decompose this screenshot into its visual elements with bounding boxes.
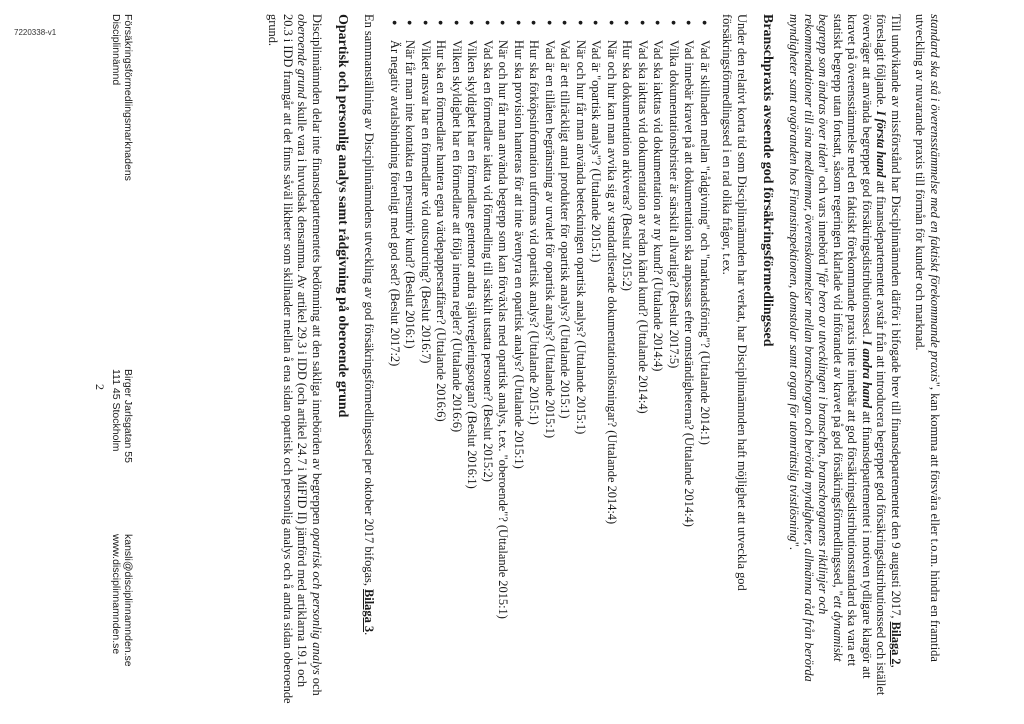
list-item: ● Hur ska en förmedlare hantera egna värdepappersaffärer? (Uttalande 2016:6) [433, 40, 449, 704]
paragraph-opartisk-analys: Disciplinnämnden delar inte finansdepartementets bedömning att den sakliga innebörden av begreppen opartisk och personlig analys och oberoende grund skulle vara i huvudsak densamma. Av artikel 29.3 i IDD (och artikel 24.7 i MiFID II) jämförd med artiklarna 19.1 och 20.3 i IDD framgår att det finns såväl likheter som skillnader mellan å ena sidan opartisk och personlig analys och å andra sidan oberoende grund. [266, 14, 324, 704]
list-item: ● Vad ska iakttas vid dokumentation av redan känd kund? (Uttalande 2014:4) [635, 40, 651, 704]
list-item: ● Hur ska provision hanteras för att inte äventyra en opartisk analys? (Uttalande 2015:1) [511, 40, 527, 704]
footer-contact [110, 534, 134, 667]
rotated-document-page [82, 14, 942, 704]
paragraph-branschpraxis-intro: Under den relativt korta tid som Disciplinnämnden har verkat, har Disciplinnämnden haft möjlighet att utveckla god försäkringsförmedlingssed i en rad olika frågor, t.ex. [720, 14, 749, 591]
italic-quote: standard ska stå i överensstämmelse med en faktiskt förekommande praxis [928, 14, 942, 382]
list-item: ● Hur ska förköpsinformation utformas vid opartisk analys? (Uttalande 2015:1) [526, 40, 542, 704]
paragraph-summary: En sammanställning av Disciplinnämndens utveckling av god försäkringsförmedlingssed per oktober 2017 bifogas, Bilaga 3. [362, 14, 377, 636]
list-item: ● Vilken skyldighet har en förmedlare gentemot andra självregleringsorgan? (Beslut 2016:1) [464, 40, 480, 704]
footer-address: Birger Jarlsgatan 55 111 45 Stockholm [110, 369, 134, 463]
page-number: 2 [93, 384, 107, 390]
list-item: ● Vilket ansvar har en förmedlare vid outsourcing? (Beslut 2016:7) [418, 40, 434, 704]
document-id: 7220338-v1 [14, 28, 57, 37]
list-item: ● Vad är skillnaden mellan "rådgivning" och "marknadsföring"? (Uttalande 2014:1) [697, 40, 713, 704]
list-item: ● Vad innebär kravet på att dokumentation ska anpassas efter omständigheterna? (Uttalande 2014:4) [681, 40, 697, 704]
list-item: ● När och hur får man använda beteckningen opartisk analys? (Uttalande 2015:1) [573, 40, 589, 704]
list-item: ● När får man inte kontakta en presumtiv kund? (Beslut 2016:1) [402, 40, 418, 704]
attachment-link-bilaga-3[interactable]: Bilaga 3 [362, 589, 377, 633]
list-item: ● Vad är ett tillräckligt antal produkter för opartisk analys? (Uttalande 2015:1) [557, 40, 573, 704]
footer-email-link[interactable]: kansli@disciplinnamnden.se [122, 534, 134, 667]
list-item: ● Är negativ avtalsbindning förenligt med god sed? (Beslut 2017:2) [387, 40, 403, 704]
footer-organization: Försäkringsförmedlingsmarknadens Disciplinnämnd [110, 14, 134, 181]
footer-website-link[interactable]: www.disciplinnamnden.se [110, 534, 122, 655]
list-item: ● Vad är en tillåten begränsning av urvalet för opartisk analys? (Uttalande 2015:1) [542, 40, 558, 704]
list-item: ● Vad ska en förmedlare iaktta vid förmedling till särskilt utsatta personer? (Beslut 2015:2) [480, 40, 496, 704]
list-item: ● När och hur får man använda begrepp som kan förväxlas med opartisk analys, t.ex. "oberoende"? (Uttalande 2015:1) [495, 40, 511, 704]
attachment-link-bilaga-2[interactable]: Bilaga 2 [889, 621, 903, 665]
paragraph-intro-continuation: standard ska stå i överensstämmelse med en faktiskt förekommande praxis", kan komma att försvåra eller t.o.m. hindra en framtida utveckling av nuvarande praxis till förmån för kunder och marknad. [913, 14, 942, 662]
list-item: ● Vad ska iakttas vid dokumentation av ny kund? (Uttalande 2014:4) [650, 40, 666, 704]
list-item: ● Hur ska dokumentation arkiveras? (Beslut 2015:2) [619, 40, 635, 704]
list-item: ● Vilken skyldighet har en förmedlare att följa interna regler? (Uttalande 2016:6) [449, 40, 465, 704]
list-item: ● Vad är "opartisk analys"? (Uttalande 2015:1) [588, 40, 604, 704]
section-heading-branschpraxis: Branschpraxis avseende god försäkringsförmedlingssed [760, 14, 775, 347]
question-bullet-list [387, 14, 713, 704]
list-item: ● Vilka dokumentationsbrister är särskilt allvarliga? (Beslut 2017:5) [666, 40, 682, 704]
paragraph-proposal: Till undvikande av missförstånd har Disciplinnämnden därför i bifogade brev till finansdepartementet den 9 augusti 2017, Bilaga 2, föreslagit följande. I första hand att finansdepartementet avstår från att introducera begreppet god försäkringsdistributionssed och istället överväger att använda begreppet god försäkringsdistributionssed. I andra hand att finansdepartementet i motiven tydligare klargör att kravet på överensstämmelse med en faktiskt förekommande praxis inte innebär att god försäkringsdistributionsstandard ska vara ett statiskt begrepp utan fortsatt, såsom regeringen klarlade vid införandet av kravet på god försäkringsförmedlingssed, "ett dynamiskt begrepp som ändras över tiden" och vars innebörd "får bero av utvecklingen i branschen, branschorganens riktlinjer och rekommendationer till sina medlemmar, överenskommelser mellan branschorgan och berörda myndigheter, allmänna råd från berörda myndigheter samt avgöranden hos Finansinspektionen, domstolar samt organ för utomrättslig tvistlösning". [787, 14, 903, 696]
section-heading-opartisk-analys: Opartisk och personlig analys samt rådgivning på oberoende grund [335, 14, 350, 418]
list-item: ● När och hur kan man avvika sig av standardiserade dokumentationslösningar? (Uttalande 2014:4) [604, 40, 620, 704]
